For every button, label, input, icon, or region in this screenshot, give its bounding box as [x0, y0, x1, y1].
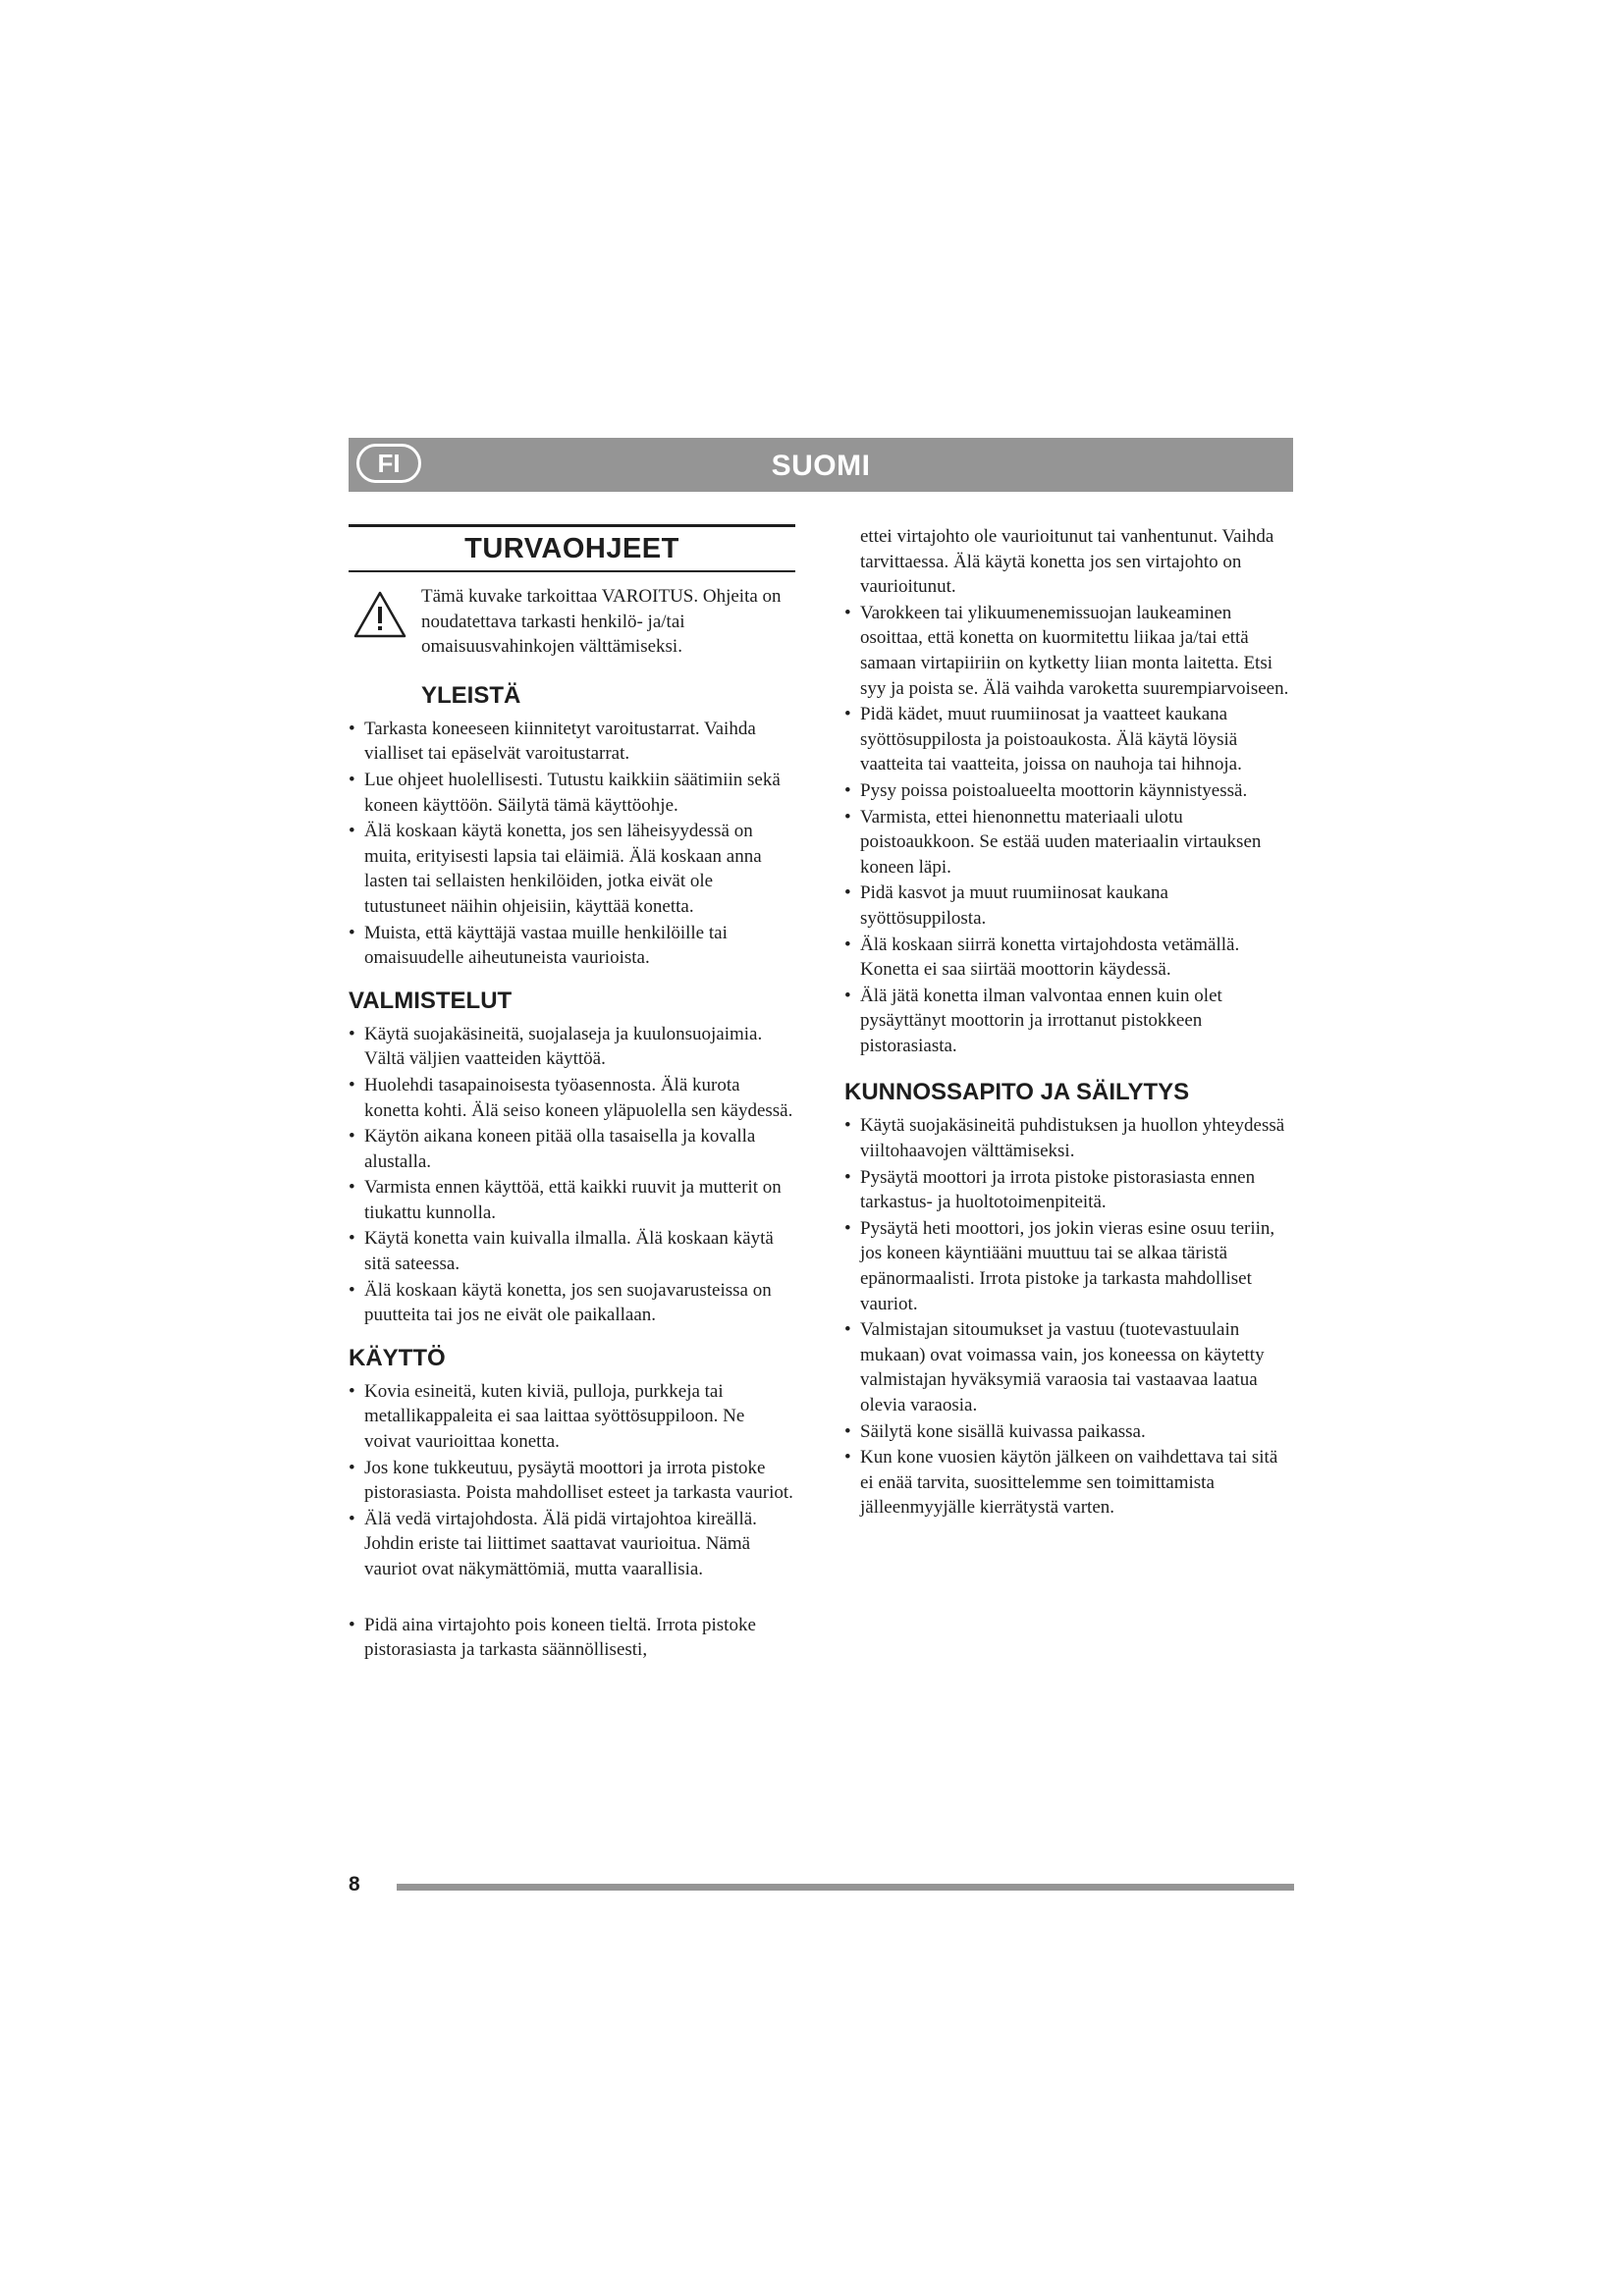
- list-item: • Pidä kädet, muut ruumiinosat ja vaatteet kaukana syöttösuppilosta ja poistoaukosta. Älä käytä löysiä vaatteita tai vaatteita, joissa on nauhoja tai hihnoja.: [844, 702, 1294, 777]
- list-item: • Tarkasta koneeseen kiinnitetyt varoitustarrat. Vaihda vialliset tai epäselvät varoitustarrat.: [349, 717, 795, 767]
- right-column: [844, 524, 1294, 1522]
- list-item: • Pidä aina virtajohto pois koneen tieltä. Irrota pistoke pistorasiasta ja tarkasta säännöllisesti,: [349, 1613, 795, 1663]
- list-item: • Älä vedä virtajohdosta. Älä pidä virtajohtoa kireällä. Johdin eriste tai liittimet saattavat vaurioitua. Nämä vauriot ovat näkymättömiä, mutta vaarallisia.: [349, 1507, 795, 1582]
- list-item: • Valmistajan sitoumukset ja vastuu (tuotevastuulain mukaan) ovat voimassa vain, jos koneessa on käytetty valmistajan hyväksymiä varaosia tai vastaavaa laatua olevia varaosia.: [844, 1317, 1294, 1417]
- list-item: • Huolehdi tasapainoisesta työasennosta. Älä kurota konetta kohti. Älä seiso koneen yläpuolella sen käydessä.: [349, 1073, 795, 1123]
- page-number: 8: [349, 1873, 360, 1896]
- list-yleista: [349, 717, 795, 971]
- warning-triangle-icon: [352, 590, 407, 639]
- list-kaytto-right: [844, 601, 1294, 1059]
- list-item: • Muista, että käyttäjä vastaa muille henkilöille tai omaisuudelle aiheutuneista vaurioista.: [349, 921, 795, 971]
- language-header-bar: [349, 438, 1293, 492]
- list-item: • Älä koskaan käytä konetta, jos sen suojavarusteissa on puutteita tai jos ne eivät ole paikallaan.: [349, 1278, 795, 1328]
- list-kunnossapito: [844, 1113, 1294, 1521]
- list-item: • Säilytä kone sisällä kuivassa paikassa.: [844, 1419, 1294, 1445]
- list-item: • Älä jätä konetta ilman valvontaa ennen kuin olet pysäyttänyt moottorin ja irrottanut pistokkeen pistorasiasta.: [844, 984, 1294, 1059]
- left-column: [349, 524, 795, 1664]
- list-item: • Kun kone vuosien käytön jälkeen on vaihdettava tai sitä ei enää tarvita, suosittelemme sen toimittamista jälleenmyyjälle kierrätystä varten.: [844, 1445, 1294, 1521]
- list-item: • Käytä suojakäsineitä puhdistuksen ja huollon yhteydessä viiltohaavojen välttämiseksi.: [844, 1113, 1294, 1163]
- section-heading-yleista: YLEISTÄ: [421, 681, 521, 709]
- language-title: SUOMI: [771, 450, 871, 482]
- list-item: • Pysäytä moottori ja irrota pistoke pistorasiasta ennen tarkastus- ja huoltotoimenpiteitä.: [844, 1165, 1294, 1215]
- section-heading-valmistelut: VALMISTELUT: [349, 987, 513, 1014]
- list-kaytto-continued: [349, 1613, 795, 1663]
- footer-rule: [397, 1884, 1294, 1891]
- list-item: • Lue ohjeet huolellisesti. Tutustu kaikkiin säätimiin sekä koneen käyttöön. Säilytä tämä käyttöohje.: [349, 768, 795, 818]
- list-item: • Kovia esineitä, kuten kiviä, pulloja, purkkeja tai metallikappaleita ei saa laittaa syöttösuppiloon. Ne voivat vaurioittaa konetta.: [349, 1379, 795, 1455]
- list-item-continuation: ettei virtajohto ole vaurioitunut tai vanhentunut. Vaihda tarvittaessa. Älä käytä konetta jos sen virtajohto on vaurioitunut.: [860, 526, 1274, 598]
- list-valmistelut: [349, 1022, 795, 1328]
- list-item: • Pysäytä heti moottori, jos jokin vieras esine osuu teriin, jos koneen käyntiääni muuttuu tai se alkaa täristä epänormaalisti. Irrota pistoke ja tarkasta mahdolliset vauriot.: [844, 1216, 1294, 1316]
- list-item: • Pidä kasvot ja muut ruumiinosat kaukana syöttösuppilosta.: [844, 881, 1294, 931]
- section-heading-kaytto: KÄYTTÖ: [349, 1344, 446, 1371]
- list-item: • Älä koskaan käytä konetta, jos sen läheisyydessä on muita, erityisesti lapsia tai eläimiä. Älä koskaan anna lasten tai sellaisten henkilöiden, jotka eivät ole tutustuneet näihin ohjeisiin, käyttää konetta.: [349, 819, 795, 919]
- list-item: • Varmista, ettei hienonnettu materiaali ulotu poistoaukkoon. Se estää uuden materiaalin virtauksen koneen läpi.: [844, 805, 1294, 881]
- list-item: • Jos kone tukkeutuu, pysäytä moottori ja irrota pistoke pistorasiasta. Poista mahdolliset esteet ja tarkasta vauriot.: [349, 1456, 795, 1506]
- page-title: TURVAOHJEET: [349, 524, 795, 572]
- list-item: • Varmista ennen käyttöä, että kaikki ruuvit ja mutterit on tiukattu kunnolla.: [349, 1175, 795, 1225]
- section-heading-kunnossapito: KUNNOSSAPITO JA SÄILYTYS: [844, 1079, 1190, 1106]
- list-item: • Älä koskaan siirrä konetta virtajohdosta vetämällä. Konetta ei saa siirtää moottorin käydessä.: [844, 933, 1294, 983]
- warning-text: Tämä kuvake tarkoittaa VAROITUS. Ohjeita on noudatettava tarkasti henkilö- ja/tai omaisuusvahinkojen välttämiseksi.: [421, 586, 782, 658]
- list-item: • Varokkeen tai ylikuumenemissuojan laukeaminen osoittaa, että konetta on kuormitettu liikaa ja/tai että samaan virtapiiriin on kytketty liian monta laitetta. Etsi syy ja poista se. Älä vaihda varoketta suurempiarvoiseen.: [844, 601, 1294, 701]
- list-item: • Käytä suojakäsineitä, suojalaseja ja kuulonsuojaimia. Vältä väljien vaatteiden käyttöä.: [349, 1022, 795, 1072]
- warning-block: [349, 584, 795, 660]
- list-item: • Käytä konetta vain kuivalla ilmalla. Älä koskaan käytä sitä sateessa.: [349, 1226, 795, 1276]
- list-kaytto: [349, 1379, 795, 1582]
- list-item: • Käytön aikana koneen pitää olla tasaisella ja kovalla alustalla.: [349, 1124, 795, 1174]
- list-item: • Pysy poissa poistoalueelta moottorin käynnistyessä.: [844, 778, 1294, 804]
- language-code-badge: FI: [356, 444, 421, 483]
